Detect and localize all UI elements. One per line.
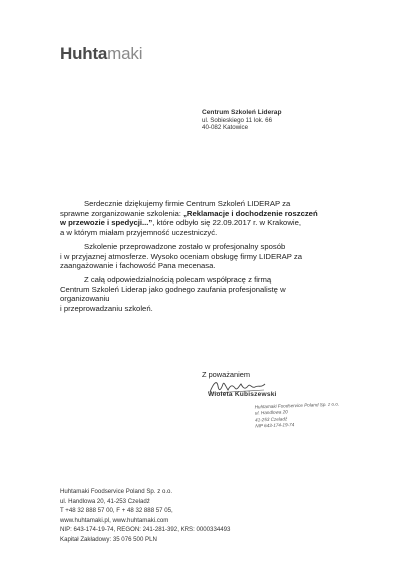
logo-part-1: Huhta (60, 44, 108, 63)
training-title-part-1: „Reklamacje i dochodzenie roszczeń (183, 208, 318, 218)
footer-address: ul. Handlowa 20, 41-253 Czeladź (60, 497, 150, 505)
paragraph-3 (60, 275, 342, 313)
p1-line-3b: , które odbyło się 22.09.2017 r. w Krakowie, (152, 218, 301, 228)
footer-registration: NIP: 643-174-19-74, REGON: 241-281-392, KRS: 0000334493 (60, 526, 231, 534)
stamp-line-1: Huhtamaki Foodservice Poland Sp. z o.o. (254, 401, 340, 410)
paragraph-1 (60, 199, 342, 237)
company-logo (60, 44, 142, 64)
p3-line-2: Centrum Szkoleń Liderap jako godnego zaufania profesjonalistę w (60, 284, 286, 294)
company-footer (60, 487, 230, 545)
p1-line-4: a w którym miałam przyjemność uczestniczyć. (60, 227, 218, 237)
p2-line-1: Szkolenie przeprowadzone zostało w profesjonalny sposób (84, 242, 286, 251)
footer-websites: www.huhtamaki.pl, www.huhtamaki.com (60, 516, 169, 524)
p2-line-2: i w przyjaznej atmosferze. Wysoko oceniam obsługę firmy LIDERAP za (60, 251, 303, 261)
p3-line-1: Z całą odpowiedzialnością polecam współpracę z firmą (84, 275, 272, 284)
p3-line-3: organizowaniu (60, 294, 110, 304)
p2-line-3: zaangażowanie i fachowość Pana mecenasa. (60, 261, 216, 271)
signer-name: Wioleta Kubiszewski (208, 391, 277, 398)
stamp-line-4: NIP 643-174-19-74 (255, 422, 295, 429)
training-title-part-2: w przewozie i spedycji...” (60, 218, 153, 228)
stamp-line-2: ul. Handlowa 20 (254, 409, 288, 416)
recipient-address (202, 109, 282, 132)
recipient-city: 40-082 Katowice (202, 124, 249, 132)
recipient-street: ul. Sobieskiego 11 lok. 66 (202, 116, 273, 124)
p3-line-4: i przeprowadzaniu szkoleń. (60, 303, 153, 313)
footer-capital: Kapitał Zakładowy: 35 076 500 PLN (60, 535, 157, 543)
stamp-line-3: 41-253 Czeladź (255, 416, 288, 423)
footer-company: Huhtamaki Foodservice Poland Sp. z o.o. (60, 488, 173, 495)
closing-greeting: Z poważaniem (202, 370, 251, 379)
logo-part-2: maki (107, 44, 143, 63)
company-stamp (255, 402, 340, 431)
p1-line-1: Serdecznie dziękujemy firmie Centrum Szkoleń LIDERAP za (84, 199, 291, 208)
paragraph-2 (60, 242, 342, 271)
p1-line-2a: sprawne zorganizowanie szkolenia: (60, 208, 184, 218)
recipient-name: Centrum Szkoleń Liderap (202, 109, 282, 116)
footer-phone: T +48 32 888 57 00, F + 48 32 888 57 05, (60, 507, 173, 515)
